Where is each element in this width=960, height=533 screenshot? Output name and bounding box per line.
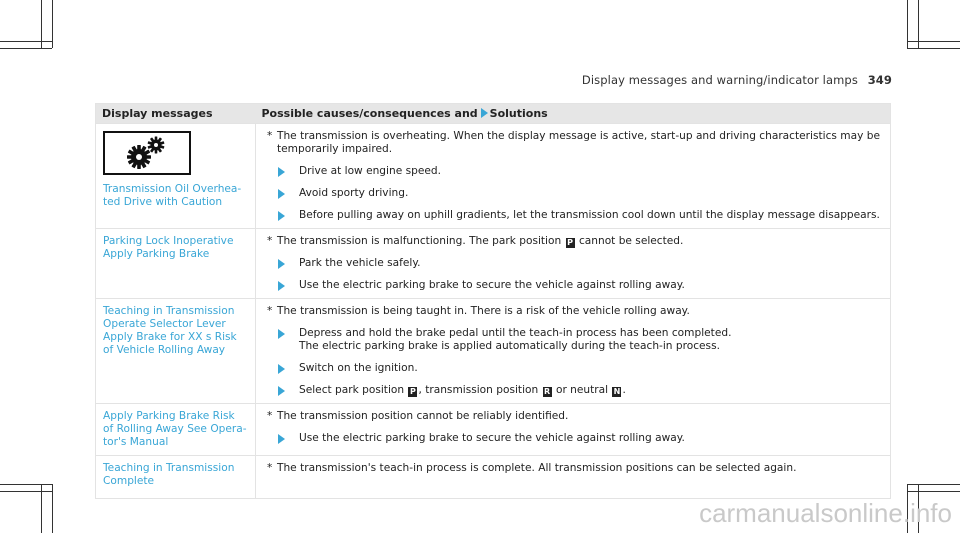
solution-step: Before pulling away on uphill gradients, let the transmission cool down until the display message disappears. — [263, 209, 884, 222]
crop-mark — [907, 48, 960, 49]
solution-step: Avoid sporty driving. — [263, 187, 884, 200]
table-header-row — [96, 104, 891, 124]
message-label: Teaching in Transmission Complete — [103, 462, 235, 487]
messages-table — [95, 103, 891, 499]
message-cell — [96, 404, 256, 456]
arrow-right-icon — [278, 211, 285, 221]
message-label: Transmission Oil Overhea- ted Drive with Caution — [103, 183, 242, 208]
crop-mark — [907, 41, 960, 42]
crop-mark — [0, 491, 52, 492]
crop-mark — [41, 484, 42, 533]
table-row — [96, 404, 891, 456]
message-cell — [96, 124, 256, 229]
cause-text: * The transmission is being taught in. There is a risk of the vehicle rolling away. — [267, 305, 690, 317]
arrow-right-icon — [278, 434, 285, 444]
park-key-icon: P — [410, 387, 416, 396]
arrow-right-icon — [278, 259, 285, 269]
crop-mark — [52, 0, 53, 48]
table-row — [96, 299, 891, 404]
solution-step: Use the electric parking brake to secure the vehicle against rolling away. — [263, 432, 884, 445]
arrow-right-icon — [278, 386, 285, 396]
crop-mark — [0, 484, 52, 485]
col-header-messages: Display messages — [96, 104, 256, 124]
crop-mark — [907, 491, 960, 492]
watermark: carmanualsonline.info — [699, 498, 952, 528]
cause-text: * The transmission position cannot be reliably identified. — [267, 410, 569, 422]
solution-cell — [256, 229, 891, 299]
message-label: Teaching in Transmission Operate Selector Lever Apply Brake for XX s Risk of Vehicle Rolling Away — [103, 305, 237, 356]
crop-mark — [52, 484, 53, 533]
step-note: The electric parking brake is applied automatically during the teach-in process. — [299, 340, 720, 352]
arrow-right-icon — [481, 108, 488, 118]
neutral-key-icon: N — [613, 387, 621, 396]
cause-text: * The transmission is malfunctioning. The park position P cannot be selected. — [267, 235, 684, 247]
message-cell — [96, 456, 256, 499]
message-label: Apply Parking Brake Risk of Rolling Away See Opera- tor's Manual — [103, 410, 247, 448]
message-label: Parking Lock Inoperative Apply Parking Brake — [103, 235, 234, 260]
solution-cell — [256, 124, 891, 229]
table-row — [96, 124, 891, 229]
solution-step: Select park position P , transmission position R or neutral N . — [263, 384, 884, 397]
solution-step: Switch on the ignition. — [263, 362, 884, 375]
solution-step: Drive at low engine speed. — [263, 165, 884, 178]
running-header — [582, 73, 892, 87]
solution-cell — [256, 404, 891, 456]
message-cell — [96, 299, 256, 404]
solution-cell — [256, 456, 891, 499]
table-row — [96, 229, 891, 299]
crop-mark — [0, 48, 52, 49]
arrow-right-icon — [278, 281, 285, 291]
park-key-icon: P — [567, 238, 574, 247]
arrow-right-icon — [278, 364, 285, 374]
crop-mark — [0, 41, 52, 42]
transmission-overheat-icon — [103, 131, 191, 175]
page-number: 349 — [867, 73, 892, 87]
table-row — [96, 456, 891, 499]
cause-text: * The transmission's teach-in process is complete. All transmission positions can be selected again. — [267, 462, 797, 474]
solution-step: Depress and hold the brake pedal until the teach-in process has been completed. The electric parking brake is applied automatically during the teach-in process. — [263, 327, 884, 353]
cause-text: * The transmission is overheating. When the display message is active, start-up and driving characteristics may be temporarily impaired. — [267, 130, 880, 155]
crop-mark — [907, 484, 960, 485]
col-header-causes: Possible causes/consequences and Solutions — [256, 104, 891, 124]
header-title: Display messages and warning/indicator lamps — [581, 73, 858, 87]
solution-step: Park the vehicle safely. — [263, 257, 884, 270]
solution-cell — [256, 299, 891, 404]
message-cell — [96, 229, 256, 299]
solution-step: Use the electric parking brake to secure the vehicle against rolling away. — [263, 279, 884, 292]
arrow-right-icon — [278, 329, 285, 339]
reverse-key-icon: R — [544, 387, 551, 396]
arrow-right-icon — [278, 189, 285, 199]
arrow-right-icon — [278, 167, 285, 177]
